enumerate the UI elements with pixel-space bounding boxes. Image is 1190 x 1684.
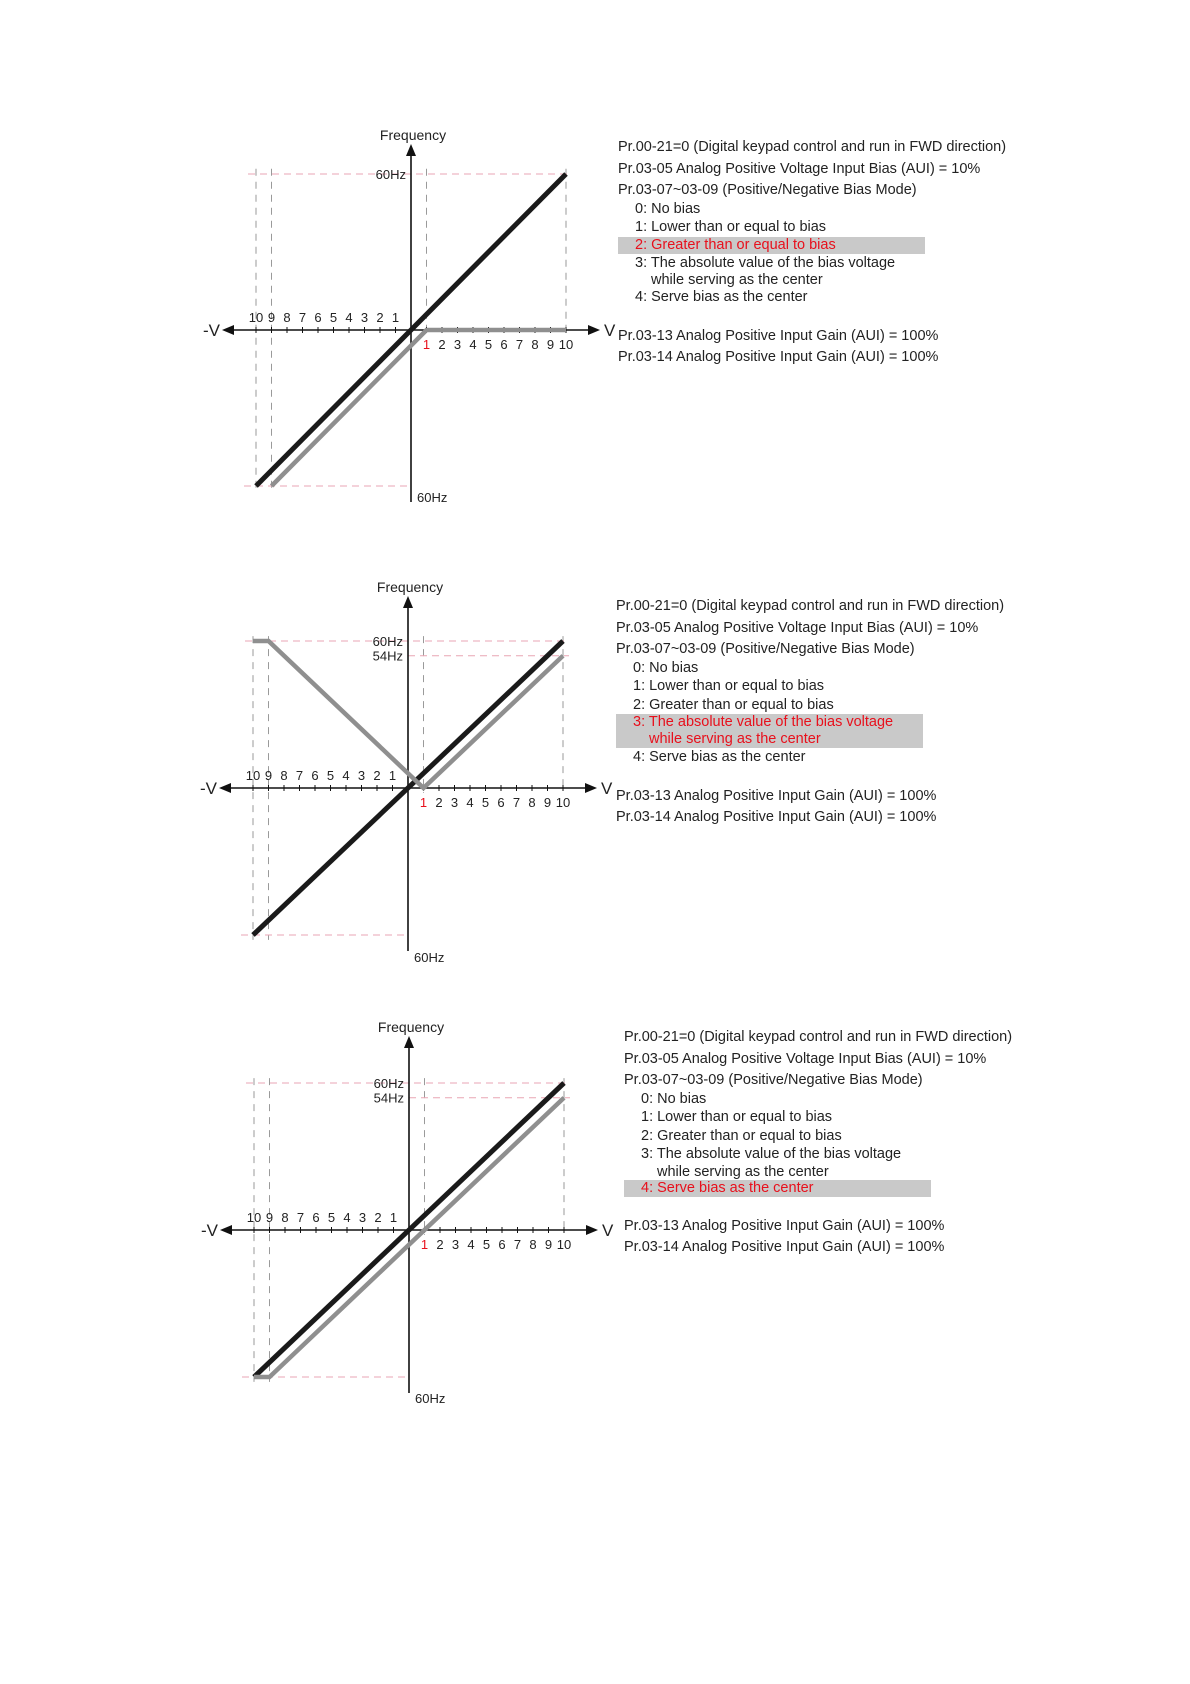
x-tick-label-neg: 6: [314, 310, 322, 325]
bias-mode-1: 1: Lower than or equal to bias: [633, 678, 825, 694]
bias-mode-4-selected: 4: Serve bias as the center: [624, 1180, 931, 1197]
param-03-07-line: Pr.03-07~03-09 (Positive/Negative Bias Mode): [616, 641, 915, 657]
x-tick-label-neg: 9: [265, 1210, 274, 1225]
x-axis-label-v: V: [602, 1221, 614, 1240]
x-tick-label-neg: 1: [391, 310, 400, 325]
freq-label-54hz: 54Hz: [373, 1090, 404, 1106]
info-block-3: [624, 1028, 1012, 1257]
x-tick-label-neg: 3: [358, 1210, 367, 1225]
bias-mode-2: 2: Greater than or equal to bias: [633, 696, 834, 713]
x-axis-arrow-right: [586, 1225, 598, 1235]
info-block-2: [616, 597, 1004, 827]
bias-mode-1: 1: Lower than or equal to bias: [641, 1109, 833, 1125]
x-tick-label-neg: 6: [312, 1210, 320, 1225]
bias-mode-2-selected: 2: Greater than or equal to bias: [618, 237, 925, 254]
bias-mode-0: 0: No bias: [635, 200, 701, 217]
x-tick-label-neg: 4: [345, 310, 353, 325]
bias-mode-3: 3: The absolute value of the bias voltage: [641, 1146, 902, 1162]
bias-mode-3-cont: while serving as the center: [651, 272, 823, 288]
param-03-07-line: Pr.03-07~03-09 (Positive/Negative Bias Mode): [618, 182, 917, 198]
x-tick-label-neg: 5: [329, 310, 338, 325]
x-tick-label-pos: 3: [453, 337, 462, 352]
x-tick-label-pos: 10: [555, 795, 571, 810]
freq-label-60hz-bottom: 60Hz: [417, 490, 448, 505]
x-tick-label-neg: 10: [246, 1210, 262, 1225]
x-tick-label-neg: 10: [248, 310, 264, 325]
x-tick-label-neg: 4: [342, 768, 350, 783]
x-axis-label-neg-v: -V: [200, 779, 217, 798]
bias-mode-3-cont-selected: while serving as the center: [616, 731, 923, 748]
x-tick-label-neg: 5: [326, 768, 335, 783]
x-tick-label-pos: 10: [558, 337, 574, 352]
x-tick-label-pos: 7: [515, 337, 524, 352]
x-tick-label-pos: 4: [466, 795, 474, 810]
x-tick-label-neg: 9: [264, 768, 273, 783]
y-axis-arrow-up: [404, 1036, 414, 1048]
x-tick-label-neg: 10: [245, 768, 261, 783]
x-tick-label-pos: 2: [436, 1237, 444, 1252]
x-tick-label-neg: 7: [298, 310, 307, 325]
freq-label-60hz-bottom: 60Hz: [415, 1391, 446, 1406]
x-tick-label-pos: 8: [529, 1237, 537, 1252]
x-tick-label-pos: 5: [484, 337, 493, 352]
param-03-07-line: Pr.03-07~03-09 (Positive/Negative Bias Mode): [624, 1072, 923, 1088]
x-tick-label-pos: 7: [513, 1237, 522, 1252]
param-00-21-line: Pr.00-21=0 (Digital keypad control and run in FWD direction): [624, 1029, 1013, 1045]
x-tick-label-pos: 7: [512, 795, 521, 810]
x-tick-label-pos: 1: [420, 1237, 429, 1252]
x-tick-label-neg: 7: [296, 1210, 305, 1225]
x-axis-label-neg-v: -V: [201, 1221, 218, 1240]
x-tick-label-pos: 5: [481, 795, 490, 810]
x-tick-label-neg: 1: [389, 1210, 398, 1225]
x-tick-label-neg: 4: [343, 1210, 351, 1225]
x-tick-label-neg: 2: [373, 768, 381, 783]
y-axis-label-frequency: Frequency: [379, 127, 447, 143]
x-axis-arrow-right: [585, 783, 597, 793]
x-tick-label-pos: 2: [435, 795, 443, 810]
freq-label-54hz: 54Hz: [372, 648, 403, 664]
bias-mode-2: 2: Greater than or equal to bias: [641, 1127, 842, 1144]
x-tick-label-pos: 4: [469, 337, 477, 352]
x-tick-label-pos: 8: [528, 795, 536, 810]
x-tick-label-neg: 8: [280, 768, 288, 783]
x-tick-label-pos: 10: [556, 1237, 572, 1252]
param-03-05-line: Pr.03-05 Analog Positive Voltage Input Bias (AUI) = 10%: [616, 619, 979, 636]
param-03-13-line: Pr.03-13 Analog Positive Input Gain (AUI) = 100%: [618, 327, 939, 344]
x-tick-label-pos: 6: [498, 1237, 506, 1252]
y-axis-label-frequency: Frequency: [376, 579, 444, 595]
freq-label-60hz: 60Hz: [375, 167, 406, 182]
bias-mode-3-cont: while serving as the center: [657, 1163, 829, 1180]
x-tick-label-pos: 5: [482, 1237, 491, 1252]
x-tick-label-neg: 2: [374, 1210, 382, 1225]
x-tick-label-pos: 9: [546, 337, 555, 352]
x-tick-label-pos: 3: [450, 795, 459, 810]
x-tick-label-neg: 7: [295, 768, 304, 783]
param-03-14-line: Pr.03-14 Analog Positive Input Gain (AUI) = 100%: [624, 1239, 945, 1255]
x-tick-label-neg: 1: [388, 768, 397, 783]
param-03-05-line: Pr.03-05 Analog Positive Voltage Input Bias (AUI) = 10%: [618, 160, 981, 177]
x-tick-label-neg: 3: [360, 310, 369, 325]
x-axis-arrow-left: [220, 1225, 232, 1235]
x-axis-label-neg-v: -V: [203, 321, 220, 340]
x-tick-label-pos: 3: [451, 1237, 460, 1252]
x-tick-label-neg: 3: [357, 768, 366, 783]
x-tick-label-neg: 9: [267, 310, 276, 325]
param-03-13-line: Pr.03-13 Analog Positive Input Gain (AUI) = 100%: [616, 787, 937, 804]
x-tick-label-pos: 6: [500, 337, 508, 352]
bias-mode-1: 1: Lower than or equal to bias: [635, 219, 827, 235]
bias-chart-3: [0, 0, 614, 1406]
param-03-14-line: Pr.03-14 Analog Positive Input Gain (AUI) = 100%: [618, 349, 939, 365]
x-tick-label-pos: 2: [438, 337, 446, 352]
bias-mode-3: 3: The absolute value of the bias voltage: [635, 254, 896, 271]
bias-mode-4: 4: Serve bias as the center: [635, 289, 808, 305]
x-tick-label-pos: 9: [544, 1237, 553, 1252]
x-tick-label-neg: 6: [311, 768, 319, 783]
y-axis-label-frequency: Frequency: [377, 1019, 445, 1035]
bias-mode-3-selected: 3: The absolute value of the bias voltage: [616, 714, 923, 731]
param-00-21-line: Pr.00-21=0 (Digital keypad control and run in FWD direction): [616, 598, 1005, 614]
x-tick-label-pos: 1: [422, 337, 431, 352]
x-tick-label-neg: 8: [281, 1210, 289, 1225]
x-tick-label-neg: 5: [327, 1210, 336, 1225]
param-03-13-line: Pr.03-13 Analog Positive Input Gain (AUI) = 100%: [624, 1217, 945, 1234]
x-tick-label-pos: 4: [467, 1237, 475, 1252]
x-axis-arrow-left: [219, 783, 231, 793]
x-tick-label-pos: 9: [543, 795, 552, 810]
x-tick-label-pos: 8: [531, 337, 539, 352]
x-axis-label-v: V: [604, 321, 616, 340]
param-03-05-line: Pr.03-05 Analog Positive Voltage Input Bias (AUI) = 10%: [624, 1050, 987, 1067]
x-tick-label-neg: 8: [283, 310, 291, 325]
x-tick-label-pos: 1: [419, 795, 428, 810]
freq-label-60hz-bottom: 60Hz: [414, 950, 445, 965]
x-tick-label-pos: 6: [497, 795, 505, 810]
freq-label-60hz: 60Hz: [373, 1076, 404, 1091]
param-03-14-line: Pr.03-14 Analog Positive Input Gain (AUI) = 100%: [616, 809, 937, 825]
param-00-21-line: Pr.00-21=0 (Digital keypad control and run in FWD direction): [618, 139, 1007, 155]
bias-mode-0: 0: No bias: [641, 1090, 707, 1107]
bias-mode-4: 4: Serve bias as the center: [633, 749, 806, 765]
x-tick-label-neg: 2: [376, 310, 384, 325]
x-axis-label-v: V: [601, 779, 613, 798]
y-axis-arrow-up: [403, 596, 413, 608]
freq-label-60hz: 60Hz: [372, 634, 403, 649]
bias-mode-0: 0: No bias: [633, 659, 699, 676]
